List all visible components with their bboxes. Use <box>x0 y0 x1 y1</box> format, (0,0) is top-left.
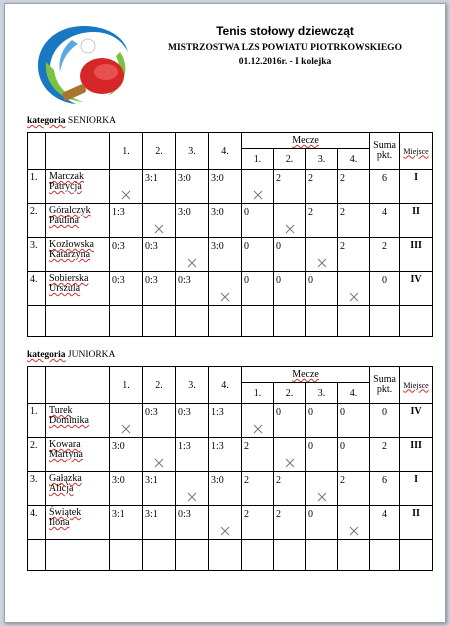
cross-mark-icon <box>253 190 263 200</box>
category-label: kategoria <box>27 116 66 126</box>
header-round: 1. <box>110 133 143 170</box>
match-cell: 0 <box>274 272 306 306</box>
document-subtitle: MISTRZOSTWA LZS POWIATU PIOTRKOWSKIEGO <box>168 43 402 53</box>
empty-cell <box>143 306 176 337</box>
result-cell: 3:1 <box>143 170 176 204</box>
result-cell: 0:3 <box>143 272 176 306</box>
header-empty-no <box>28 133 46 170</box>
empty-cell <box>370 540 400 571</box>
header-place: Miejsce <box>400 133 433 170</box>
empty-cell <box>176 306 209 337</box>
place-value: I <box>400 170 433 204</box>
header-round: 2. <box>143 367 176 404</box>
player-surname: Sobierska <box>49 273 89 284</box>
empty-cell <box>370 306 400 337</box>
header-matches: Mecze <box>242 367 370 383</box>
document-heading <box>135 24 435 67</box>
header-sum-line2: pkt. <box>376 384 393 395</box>
result-cell: 0:3 <box>143 404 176 438</box>
result-cell <box>143 438 176 472</box>
match-cell: 0 <box>306 272 338 306</box>
match-cell: 0 <box>306 506 338 540</box>
result-cell <box>176 238 209 272</box>
result-cell: 0:3 <box>176 506 209 540</box>
sum-points: 4 <box>370 506 400 540</box>
category-junior-heading <box>27 350 115 360</box>
match-cell: 2 <box>338 238 370 272</box>
cross-mark-icon <box>121 424 131 434</box>
header-sum-line2: pkt. <box>376 150 393 161</box>
result-cell: 3:0 <box>176 170 209 204</box>
results-table-senior <box>27 132 433 337</box>
result-cell: 3:0 <box>209 170 242 204</box>
result-cell: 3:0 <box>209 204 242 238</box>
cross-mark-icon <box>187 258 197 268</box>
match-cell: 2 <box>338 170 370 204</box>
player-name <box>46 404 110 438</box>
match-cell <box>306 238 338 272</box>
empty-cell <box>400 540 433 571</box>
result-cell: 1:3 <box>110 204 143 238</box>
match-cell <box>274 438 306 472</box>
table-row <box>28 272 433 306</box>
header-match: 3. <box>306 383 338 404</box>
table-row <box>28 472 433 506</box>
empty-cell <box>110 306 143 337</box>
sum-points: 0 <box>370 404 400 438</box>
header-matches: Mecze <box>242 133 370 149</box>
table-row <box>28 238 433 272</box>
match-cell <box>242 404 274 438</box>
empty-cell <box>274 306 306 337</box>
header-sum-line1: Suma <box>373 140 396 151</box>
player-name <box>46 238 110 272</box>
player-number: 4. <box>28 272 46 306</box>
empty-cell <box>110 540 143 571</box>
header-round: 4. <box>209 133 242 170</box>
empty-cell <box>28 306 46 337</box>
header-sum <box>370 133 400 170</box>
result-cell: 1:3 <box>176 438 209 472</box>
table-header-row <box>28 367 433 383</box>
header-match: 3. <box>306 149 338 170</box>
cross-mark-icon <box>220 292 230 302</box>
cross-mark-icon <box>220 526 230 536</box>
result-cell: 3:0 <box>110 438 143 472</box>
result-cell: 3:1 <box>143 506 176 540</box>
result-cell: 3:1 <box>110 506 143 540</box>
match-cell: 2 <box>274 472 306 506</box>
cross-mark-icon <box>121 190 131 200</box>
cross-mark-icon <box>317 492 327 502</box>
result-cell: 1:3 <box>209 404 242 438</box>
header-empty-name <box>46 367 110 404</box>
player-surname: Turek <box>49 405 73 416</box>
match-cell <box>338 506 370 540</box>
player-surname: Gałązka <box>49 473 82 484</box>
player-name <box>46 272 110 306</box>
table-row <box>28 204 433 238</box>
header-match: 2. <box>274 149 306 170</box>
player-surname: Kozłowska <box>49 239 94 250</box>
match-cell: 2 <box>338 204 370 238</box>
cross-mark-icon <box>187 492 197 502</box>
result-cell: 3:0 <box>209 472 242 506</box>
header-match: 2. <box>274 383 306 404</box>
table-row <box>28 170 433 204</box>
result-cell: 3:0 <box>176 204 209 238</box>
place-value: III <box>400 238 433 272</box>
empty-cell <box>209 540 242 571</box>
result-cell <box>110 170 143 204</box>
empty-cell <box>338 540 370 571</box>
place-value: IV <box>400 404 433 438</box>
player-number: 2. <box>28 438 46 472</box>
match-cell: 2 <box>274 170 306 204</box>
result-cell: 0:3 <box>143 238 176 272</box>
match-cell <box>338 272 370 306</box>
empty-cell <box>400 306 433 337</box>
match-cell: 2 <box>242 506 274 540</box>
player-name <box>46 506 110 540</box>
result-cell <box>143 204 176 238</box>
match-cell: 0 <box>306 438 338 472</box>
sum-points: 6 <box>370 472 400 506</box>
match-cell: 0 <box>306 404 338 438</box>
cross-mark-icon <box>253 424 263 434</box>
match-cell: 0 <box>274 238 306 272</box>
empty-cell <box>306 306 338 337</box>
player-number: 1. <box>28 404 46 438</box>
player-firstname: Ilona <box>49 517 70 528</box>
player-firstname: Alicja <box>49 483 74 494</box>
match-cell: 0 <box>242 204 274 238</box>
empty-cell <box>242 540 274 571</box>
table-tennis-logo-icon <box>32 22 136 108</box>
match-cell <box>242 170 274 204</box>
player-name <box>46 472 110 506</box>
cross-mark-icon <box>317 258 327 268</box>
empty-cell <box>274 540 306 571</box>
player-name <box>46 170 110 204</box>
player-number: 4. <box>28 506 46 540</box>
match-cell: 0 <box>338 438 370 472</box>
player-surname: Góralczyk <box>49 205 91 216</box>
match-cell: 2 <box>306 204 338 238</box>
place-value: IV <box>400 272 433 306</box>
player-firstname: Dominika <box>49 415 89 426</box>
cross-mark-icon <box>154 224 164 234</box>
header-round: 3. <box>176 133 209 170</box>
category-label: kategoria <box>27 350 66 360</box>
header-sum-line1: Suma <box>373 374 396 385</box>
empty-row <box>28 540 433 571</box>
header-round: 4. <box>209 367 242 404</box>
place-value: II <box>400 506 433 540</box>
result-cell <box>209 272 242 306</box>
result-cell <box>176 472 209 506</box>
cross-mark-icon <box>349 526 359 536</box>
result-cell <box>209 506 242 540</box>
match-cell: 2 <box>274 506 306 540</box>
result-cell: 3:0 <box>209 238 242 272</box>
header-round: 1. <box>110 367 143 404</box>
sum-points: 4 <box>370 204 400 238</box>
result-cell: 0:3 <box>176 404 209 438</box>
player-number: 3. <box>28 472 46 506</box>
result-cell: 3:0 <box>110 472 143 506</box>
category-name: SENIORKA <box>67 116 116 126</box>
header-match: 4. <box>338 149 370 170</box>
player-name <box>46 438 110 472</box>
place-value: III <box>400 438 433 472</box>
header-empty-no <box>28 367 46 404</box>
match-cell <box>306 472 338 506</box>
empty-cell <box>143 540 176 571</box>
results-table-junior <box>27 366 433 571</box>
table-row <box>28 404 433 438</box>
match-cell: 2 <box>242 438 274 472</box>
match-cell <box>274 204 306 238</box>
result-cell: 0:3 <box>110 238 143 272</box>
header-match: 1. <box>242 149 274 170</box>
header-match: 1. <box>242 383 274 404</box>
player-firstname: Patrycja <box>49 181 82 192</box>
cross-mark-icon <box>285 224 295 234</box>
result-cell: 1:3 <box>209 438 242 472</box>
cross-mark-icon <box>285 458 295 468</box>
document-date: 01.12.2016r. - I kolejka <box>238 57 332 67</box>
header-place: Miejsce <box>400 367 433 404</box>
player-name <box>46 204 110 238</box>
empty-cell <box>28 540 46 571</box>
player-firstname: Katarzyna <box>49 249 91 260</box>
category-senior-heading <box>27 116 116 126</box>
place-value: I <box>400 472 433 506</box>
empty-cell <box>306 540 338 571</box>
match-cell: 2 <box>306 170 338 204</box>
empty-cell <box>209 306 242 337</box>
place-value: II <box>400 204 433 238</box>
empty-cell <box>176 540 209 571</box>
player-surname: Kowara <box>49 439 81 450</box>
result-cell: 0:3 <box>110 272 143 306</box>
player-firstname: Paulina <box>49 215 79 226</box>
player-number: 1. <box>28 170 46 204</box>
table-row <box>28 438 433 472</box>
match-cell: 2 <box>242 472 274 506</box>
match-cell: 0 <box>274 404 306 438</box>
sum-points: 6 <box>370 170 400 204</box>
header-sum <box>370 367 400 404</box>
result-cell: 0:3 <box>176 272 209 306</box>
empty-cell <box>242 306 274 337</box>
cross-mark-icon <box>349 292 359 302</box>
player-number: 3. <box>28 238 46 272</box>
document-title: Tenis stołowy dziewcząt <box>216 24 354 38</box>
header-empty-name <box>46 133 110 170</box>
result-cell: 3:1 <box>143 472 176 506</box>
category-name: JUNIORKA <box>67 350 116 360</box>
match-cell: 0 <box>338 404 370 438</box>
player-surname: Marczak <box>49 171 84 182</box>
header-round: 3. <box>176 367 209 404</box>
match-cell: 0 <box>242 238 274 272</box>
sum-points: 2 <box>370 438 400 472</box>
empty-cell <box>46 540 110 571</box>
player-number: 2. <box>28 204 46 238</box>
sum-points: 0 <box>370 272 400 306</box>
match-cell: 2 <box>338 472 370 506</box>
player-surname: Świątek <box>49 507 82 518</box>
empty-row <box>28 306 433 337</box>
table-row <box>28 506 433 540</box>
sum-points: 2 <box>370 238 400 272</box>
player-firstname: Martyna <box>49 449 83 460</box>
cross-mark-icon <box>154 458 164 468</box>
match-cell: 0 <box>242 272 274 306</box>
header-match: 4. <box>338 383 370 404</box>
document-page <box>4 3 446 623</box>
table-header-row <box>28 133 433 149</box>
empty-cell <box>338 306 370 337</box>
result-cell <box>110 404 143 438</box>
header-round: 2. <box>143 133 176 170</box>
player-firstname: Urszula <box>49 283 81 294</box>
empty-cell <box>46 306 110 337</box>
